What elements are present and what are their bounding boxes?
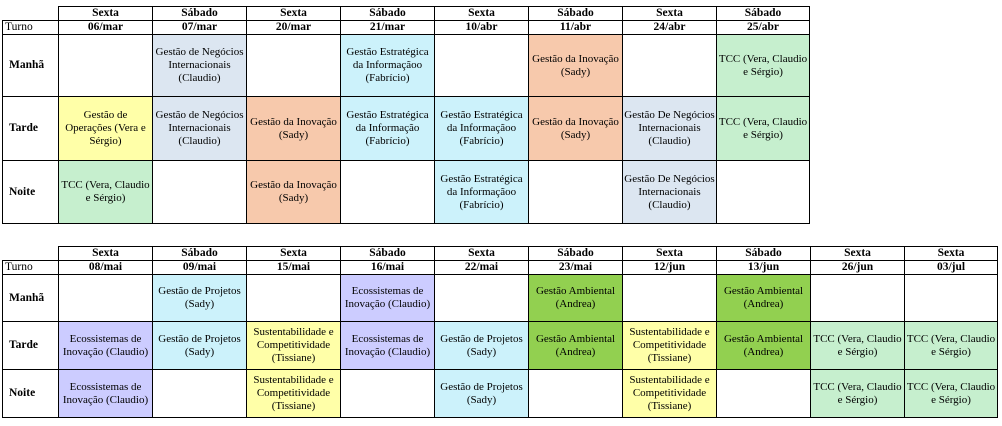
class-cell (153, 161, 247, 224)
date-header: 08/mai (59, 261, 153, 275)
class-cell: TCC (Vera, Claudio e Sérgio) (905, 370, 998, 418)
date-header: 15/mai (247, 261, 341, 275)
class-cell: Ecossistemas de Inovação (Claudio) (59, 322, 153, 370)
class-cell (59, 35, 153, 97)
date-header: 10/abr (435, 21, 529, 35)
shift-label: Tarde (3, 97, 59, 161)
date-header: 13/jun (717, 261, 811, 275)
weekday-header: Sábado (529, 7, 623, 21)
date-header: 12/jun (623, 261, 717, 275)
class-cell: Ecossistemas de Inovação (Claudio) (341, 275, 435, 322)
class-cell: Gestão Estratégica da Informaçãoo (Fabrício) (341, 35, 435, 97)
class-cell (247, 35, 341, 97)
turno-label: Turno (3, 261, 59, 275)
date-header: 25/abr (717, 21, 810, 35)
turno-label: Turno (3, 21, 59, 35)
class-cell: Gestão De Negócios Internacionais (Claudio) (623, 161, 717, 224)
class-cell: TCC (Vera, Claudio e Sérgio) (717, 35, 810, 97)
class-cell: Sustentabilidade e Competitividade (Tissiane) (247, 370, 341, 418)
weekday-header: Sábado (153, 247, 247, 261)
class-cell: TCC (Vera, Claudio e Sérgio) (811, 322, 905, 370)
date-header: 23/mai (529, 261, 623, 275)
shift-label: Manhã (3, 275, 59, 322)
weekday-header: Sábado (717, 247, 811, 261)
schedule-table-2 (2, 246, 998, 418)
weekday-header: Sábado (341, 7, 435, 21)
class-cell (341, 370, 435, 418)
class-cell: Gestão Estratégica da Informaçãoo (Fabrício) (435, 161, 529, 224)
weekday-header: Sexta (59, 247, 153, 261)
class-cell: Ecossistemas de Inovação (Claudio) (341, 322, 435, 370)
class-cell (717, 370, 811, 418)
class-cell: TCC (Vera, Claudio e Sérgio) (717, 97, 810, 161)
class-cell: Gestão da Inovação (Sady) (529, 97, 623, 161)
class-cell: Gestão da Inovação (Sady) (529, 35, 623, 97)
class-cell: Sustentabilidade e Competitividade (Tissiane) (247, 322, 341, 370)
class-cell (623, 275, 717, 322)
weekday-header: Sábado (341, 247, 435, 261)
class-cell (623, 35, 717, 97)
date-header: 24/abr (623, 21, 717, 35)
weekday-header: Sexta (59, 7, 153, 21)
class-cell (435, 35, 529, 97)
weekday-header: Sexta (623, 247, 717, 261)
class-cell: TCC (Vera, Claudio e Sérgio) (905, 322, 998, 370)
weekday-header: Sexta (811, 247, 905, 261)
shift-label: Noite (3, 370, 59, 418)
date-header: 07/mar (153, 21, 247, 35)
class-cell (529, 161, 623, 224)
date-header: 26/jun (811, 261, 905, 275)
weekday-header: Sexta (435, 247, 529, 261)
class-cell: Gestão de Negócios Internacionais (Claudio) (153, 97, 247, 161)
class-cell: Gestão Ambiental (Andrea) (529, 322, 623, 370)
corner-cell (3, 7, 59, 21)
weekday-header: Sábado (153, 7, 247, 21)
class-cell: Gestão Ambiental (Andrea) (717, 275, 811, 322)
class-cell: Gestão Ambiental (Andrea) (717, 322, 811, 370)
class-cell: Gestão Ambiental (Andrea) (529, 275, 623, 322)
class-cell: Gestão Estratégica da Informaçãoo (Fabrício) (435, 97, 529, 161)
class-cell: Sustentabilidade e Competitividade (Tissiane) (623, 322, 717, 370)
class-cell: TCC (Vera, Claudio e Sérgio) (811, 370, 905, 418)
schedule-table-1 (2, 6, 810, 224)
class-cell (905, 275, 998, 322)
class-cell: Ecossistemas de Inovação (Claudio) (59, 370, 153, 418)
class-cell (811, 275, 905, 322)
date-header: 22/mai (435, 261, 529, 275)
date-header: 20/mar (247, 21, 341, 35)
shift-label: Tarde (3, 322, 59, 370)
class-cell (59, 275, 153, 322)
class-cell (435, 275, 529, 322)
date-header: 21/mar (341, 21, 435, 35)
class-cell (153, 370, 247, 418)
date-header: 03/jul (905, 261, 998, 275)
class-cell: Gestão de Negócios Internacionais (Claudio) (153, 35, 247, 97)
class-cell: Gestão De Negócios Internacionais (Claudio) (623, 97, 717, 161)
shift-label: Manhã (3, 35, 59, 97)
class-cell: Gestão de Projetos (Sady) (435, 370, 529, 418)
class-cell (717, 161, 810, 224)
class-cell: Gestão de Projetos (Sady) (435, 322, 529, 370)
class-cell: Gestão de Operações (Vera e Sérgio) (59, 97, 153, 161)
date-header: 09/mai (153, 261, 247, 275)
corner-cell (3, 247, 59, 261)
class-cell (529, 370, 623, 418)
date-header: 16/mai (341, 261, 435, 275)
shift-label: Noite (3, 161, 59, 224)
weekday-header: Sexta (435, 7, 529, 21)
class-cell: Gestão de Projetos (Sady) (153, 322, 247, 370)
weekday-header: Sexta (247, 7, 341, 21)
weekday-header: Sábado (529, 247, 623, 261)
weekday-header: Sexta (247, 247, 341, 261)
class-cell (341, 161, 435, 224)
class-cell: Gestão da Inovação (Sady) (247, 161, 341, 224)
weekday-header: Sábado (717, 7, 810, 21)
weekday-header: Sexta (905, 247, 998, 261)
class-cell: Sustentabilidade e Competitividade (Tissiane) (623, 370, 717, 418)
class-cell: TCC (Vera, Claudio e Sérgio) (59, 161, 153, 224)
class-cell (247, 275, 341, 322)
class-cell: Gestão de Projetos (Sady) (153, 275, 247, 322)
date-header: 11/abr (529, 21, 623, 35)
weekday-header: Sexta (623, 7, 717, 21)
class-cell: Gestão da Inovação (Sady) (247, 97, 341, 161)
class-cell: Gestão Estratégica da Informação (Fabrício) (341, 97, 435, 161)
date-header: 06/mar (59, 21, 153, 35)
